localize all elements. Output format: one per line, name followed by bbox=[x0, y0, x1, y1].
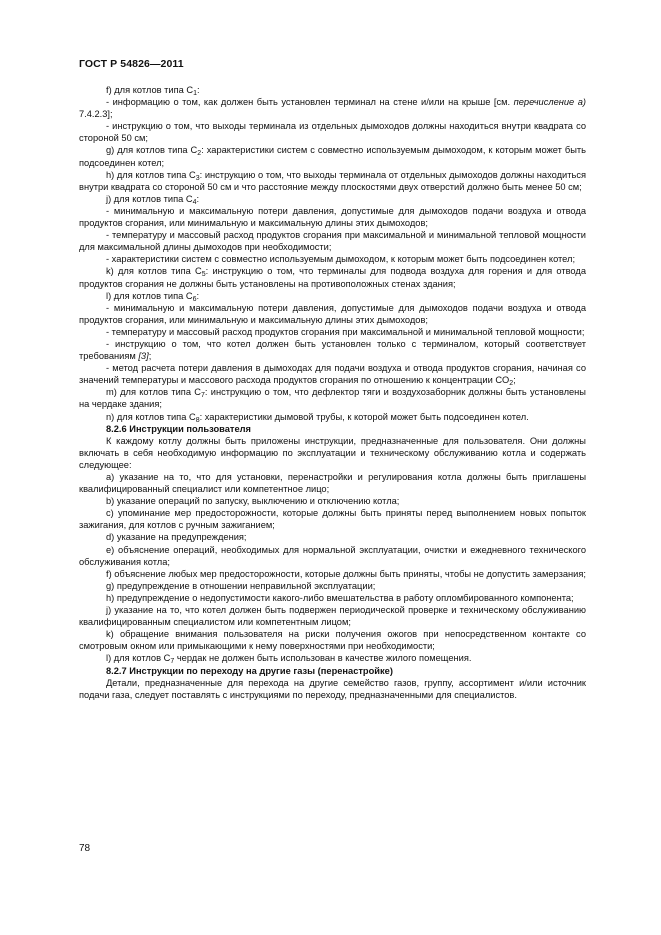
list-item: j) для котлов типа $C_4$: bbox=[106, 193, 200, 206]
list-item: b) указание операций по запуску, выключению и отключению котла; bbox=[106, 496, 400, 507]
list-item: - метод расчета потери давления в дымоходах для подачи воздуха и отвода продуктов сгорания, начиная со значений температуры и массового расхода продуктов сгорания по отношению к концентрации $CO_2$; bbox=[79, 363, 586, 388]
page-number: 78 bbox=[79, 843, 91, 854]
list-item: a) указание на то, что для установки, перенастройки и регулирования котла должны быть приглашены квалифицированный специалист или компетентное лицо; bbox=[79, 472, 586, 495]
list-item: - температуру и массовый расход продуктов сгорания при максимальной и минимальной тепловой мощности для максимальной длины дымоходов при необходимости; bbox=[79, 230, 586, 253]
list-item: l) для котлов типа $C_6$: bbox=[106, 290, 200, 303]
list-item: - инструкцию о том, что котел должен быть установлен только с терминалом, который соответствует требованиям [3]; bbox=[79, 338, 586, 362]
paragraph: К каждому котлу должны быть приложены инструкции, предназначенные для пользователя. Они должны включать в себя необходимую информацию по эксплуатации и техническому обслуживанию котла и содержать следующее: bbox=[79, 435, 586, 470]
list-item: - инструкцию о том, что выходы терминала из отдельных дымоходов должны находиться внутри квадрата со стороной 50 см; bbox=[79, 121, 586, 144]
list-item: c) упоминание мер предосторожности, которые должны быть приняты перед выполнением новых попыток зажигания, для котлов с ручным зажиганием; bbox=[79, 508, 586, 531]
list-item: j) указание на то, что котел должен быть подвержен периодической проверке и техническому обслуживанию квалифицированным специалистом или компетентным лицом; bbox=[79, 605, 586, 628]
list-item: h) для котлов типа $C_3$: инструкцию о том, что выходы терминала от отдельных дымоходов должны находиться внутри квадрата со стороной 50 см и что расстояние между плоскостями двух отверстий должно быть менее 50 см; bbox=[79, 169, 586, 192]
list-item: g) предупреждение в отношении неправильной эксплуатации; bbox=[106, 580, 376, 591]
list-item: d) указание на предупреждения; bbox=[106, 532, 247, 543]
list-item: k) для котлов типа $C_5$: инструкцию о том, что терминалы для подвода воздуха для горения и для отвода продуктов сгорания не должны быть установлены на противоположных стенах здания; bbox=[79, 266, 586, 289]
list-item: l) для котлов $C_7$ чердак не должен быть использован в качестве жилого помещения. bbox=[106, 653, 472, 666]
list-item: g) для котлов типа $C_2$: характеристики систем с совместно используемым дымоходом, к которым может быть подсоединен котел; bbox=[79, 145, 586, 168]
document-body bbox=[79, 84, 586, 701]
section-heading: 8.2.6 Инструкции пользователя bbox=[106, 423, 251, 434]
list-item: k) обращение внимания пользователя на риски получения ожогов при непосредственном контакте со смотровым окном или примыкающими к нему поверхностями при необходимости; bbox=[79, 629, 586, 652]
section-heading: 8.2.7 Инструкции по переходу на другие газы (перенастройке) bbox=[106, 665, 393, 676]
list-item: - минимальную и максимальную потери давления, допустимые для дымоходов подачи воздуха и отвода продуктов сгорания, или минимальную и максимальную длины этих дымоходов; bbox=[79, 302, 586, 325]
list-item: f) для котлов типа $C_1$: bbox=[106, 85, 200, 97]
list-item: n) для котлов типа $C_8$: характеристики дымовой трубы, к которой может быть подсоединен котел. bbox=[106, 411, 529, 424]
list-item: m) для котлов типа $C_7$: инструкцию о том, что дефлектор тяги и воздухозаборник должны быть установлены на чердаке здания; bbox=[79, 387, 586, 410]
list-item: - температуру и массовый расход продуктов сгорания при максимальной и минимальной тепловой мощности; bbox=[106, 326, 585, 337]
list-item: - минимальную и максимальную потери давления, допустимые для дымоходов подачи воздуха и отвода продуктов сгорания, или минимальную и максимальную длины этих дымоходов; bbox=[79, 205, 586, 229]
list-item: - характеристики систем с совместно используемым дымоходом, к которым может быть подсоединен котел; bbox=[106, 254, 576, 265]
list-item: f) объяснение любых мер предосторожности, которые должны быть приняты, чтобы не допустить замерзания; bbox=[106, 568, 586, 579]
list-item: h) предупреждение о недопустимости какого-либо вмешательства в работу опломбированного компонента; bbox=[106, 592, 574, 603]
list-item: e) объяснение операций, необходимых для нормальной эксплуатации, очистки и ежедневного технического обслуживания котла; bbox=[79, 544, 586, 567]
list-item: - информацию о том, как должен быть установлен терминал на стене и/или на крыше [см. перечисление а) 7.4.2.3]; bbox=[79, 97, 586, 120]
document-header: ГОСТ Р 54826—2011 bbox=[79, 58, 184, 70]
paragraph: Детали, предназначенные для перехода на другие семейство газов, группу, ассортимент и/или источник подачи газа, следует поставлять с инструкциями по переходу, предназначенными для специалистов. bbox=[79, 677, 586, 700]
